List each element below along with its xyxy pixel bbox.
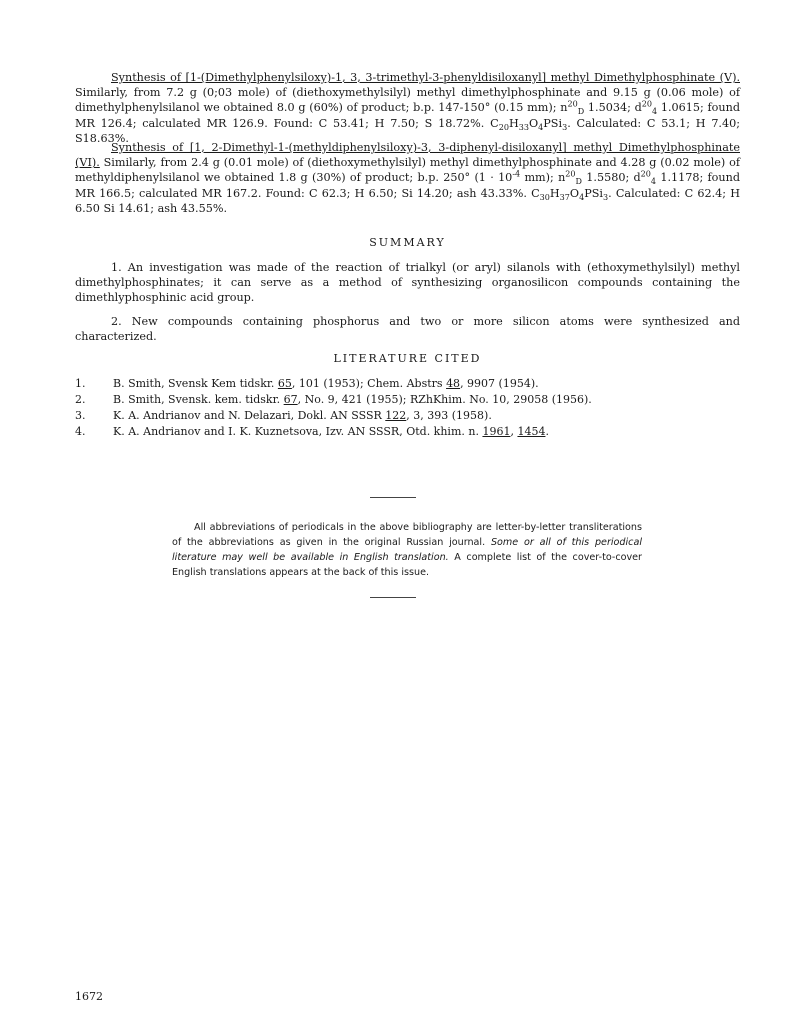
synthesis-v-tail: 1.0615; found MR 126.4; calculated MR 126.9. Found: C 53.41; H 7.50; S 18.72%. [75, 101, 740, 130]
separator-rule-top [370, 497, 416, 498]
summary-title: SUMMARY [369, 236, 446, 249]
reference-text: K. A. Andrianov and I. K. Kuznetsova, Izv. AN SSSR, Otd. khim. n. [113, 425, 483, 438]
reference-text: . [545, 425, 549, 438]
synthesis-vi-body: Similarly, from 2.4 g (0.01 mole) of (diethoxymethylsilyl) methyl dimethylphosphinate and 4.28 g (0.02 mole) of methyldiphenylsilanol we obtained 1.8 g (30%) of product; b.p. 250° (1 · 10 [75, 156, 740, 185]
formula-vi: $C_{30}H_{37}O_4PSi_3$ [531, 186, 609, 202]
synthesis-v-body: Similarly, from 7.2 g (0;03 mole) of (diethoxymethylsilyl) methyl dimethylphosphinate and 9.15 g (0.06 mole) of dimethylphenylsilanol we obtained 8.0 g (60%) of product; b.p. 147-150° (0.15 mm); n [75, 86, 740, 115]
note-italic: Some or all of this periodical literature may well be available in English translation. [172, 537, 642, 563]
summary-item-1: 1. An investigation was made of the reaction of trialkyl (or aryl) silanols with (ethoxymethylsilyl) methyl dimethylphosphinates; it can serve as a method of synthesizing organosilicon compounds containing the dimethlyphosphinic acid group. [75, 261, 740, 305]
literature-title: LITERATURE CITED [333, 352, 482, 365]
reference-number: 4. [75, 425, 86, 438]
synthesis-vi-paragraph [75, 140, 740, 216]
d-sub: 4 [650, 177, 657, 187]
after-exp: mm); n [520, 171, 566, 185]
synthesis-vi-calc: . Calculated: C 62.4; H 6.50 Si 14.61; ash 43.55%. [75, 186, 740, 215]
reference-item [75, 392, 740, 408]
reference-volume: 1454 [517, 425, 546, 438]
synthesis-vi-heading: Synthesis of [1, 2-Dimethyl-1-(methyldiphenylsiloxy)-3, 3-diphenyl-disiloxanyl] methyl Dimethylphosphinate (VI). [75, 141, 740, 170]
nd-sub: D [575, 177, 582, 187]
reference-item [75, 408, 740, 424]
reference-volume: 122 [385, 409, 407, 422]
page-number: 1672 [75, 990, 103, 1003]
reference-text: , 101 (1953); Chem. Abstrs [291, 377, 447, 390]
reference-text: B. Smith, Svensk Kem tidskr. [113, 377, 278, 390]
formula-v: $C_{20}H_{33}O_4PSi_3$ [490, 116, 568, 132]
synthesis-v-paragraph [75, 70, 740, 146]
d-sup: 20 [641, 99, 652, 109]
reference-number: 2. [75, 393, 86, 406]
reference-item [75, 376, 740, 392]
reference-volume: 48 [446, 377, 461, 390]
summary-item-2: 2. New compounds containing phosphorus and two or more silicon atoms were synthesized and characterized. [75, 314, 740, 343]
d-sub: 4 [652, 107, 658, 117]
note-text: All abbreviations of periodicals in the above bibliography are letter-by-letter transliterations of the abbreviations as given in the original Russian journal. [172, 522, 642, 548]
abbreviation-note [172, 520, 642, 580]
separator-rule-bottom [370, 597, 416, 598]
reference-text: , 3, 393 (1958). [406, 409, 492, 422]
d-sup: 20 [640, 169, 651, 179]
reference-number: 3. [75, 409, 86, 422]
reference-text: , [510, 425, 518, 438]
summary-list [75, 260, 740, 344]
reference-text: K. A. Andrianov and N. Delazari, Dokl. AN SSSR [113, 409, 386, 422]
synthesis-vi-tail: 1.1178; found MR 166.5; calculated MR 167.2. Found: C 62.3; H 6.50; Si 14.20; ash 43.33%. [75, 171, 740, 200]
reference-text: , No. 9, 421 (1955); RZhKhim. No. 10, 29058 (1956). [297, 393, 592, 406]
reference-volume: 1961 [482, 425, 511, 438]
synthesis-v-calc: . Calculated: C 53.1; H 7.40; S18.63%. [75, 116, 740, 145]
nd-sup: 20 [567, 99, 578, 109]
reference-number: 1. [75, 377, 86, 390]
nd-value: 1.5580; d [582, 171, 641, 185]
reference-text: B. Smith, Svensk. kem. tidskr. [113, 393, 284, 406]
reference-list [75, 376, 740, 440]
exp-sup: -4 [512, 169, 521, 179]
synthesis-v-heading: Synthesis of [1-(Dimethylphenylsiloxy)-1, 3, 3-trimethyl-3-phenyldisiloxanyl] methyl Dimethylphosphinate (V). [111, 71, 740, 84]
reference-volume: 65 [277, 377, 292, 390]
nd-sub: D [577, 107, 585, 117]
reference-text: , 9907 (1954). [460, 377, 539, 390]
nd-value: 1.5034; d [584, 101, 642, 115]
reference-volume: 67 [283, 393, 298, 406]
nd-sup: 20 [565, 169, 576, 179]
reference-item [75, 424, 740, 440]
note-text: A complete list of the cover-to-cover English translations appears at the back of this issue. [172, 552, 643, 578]
